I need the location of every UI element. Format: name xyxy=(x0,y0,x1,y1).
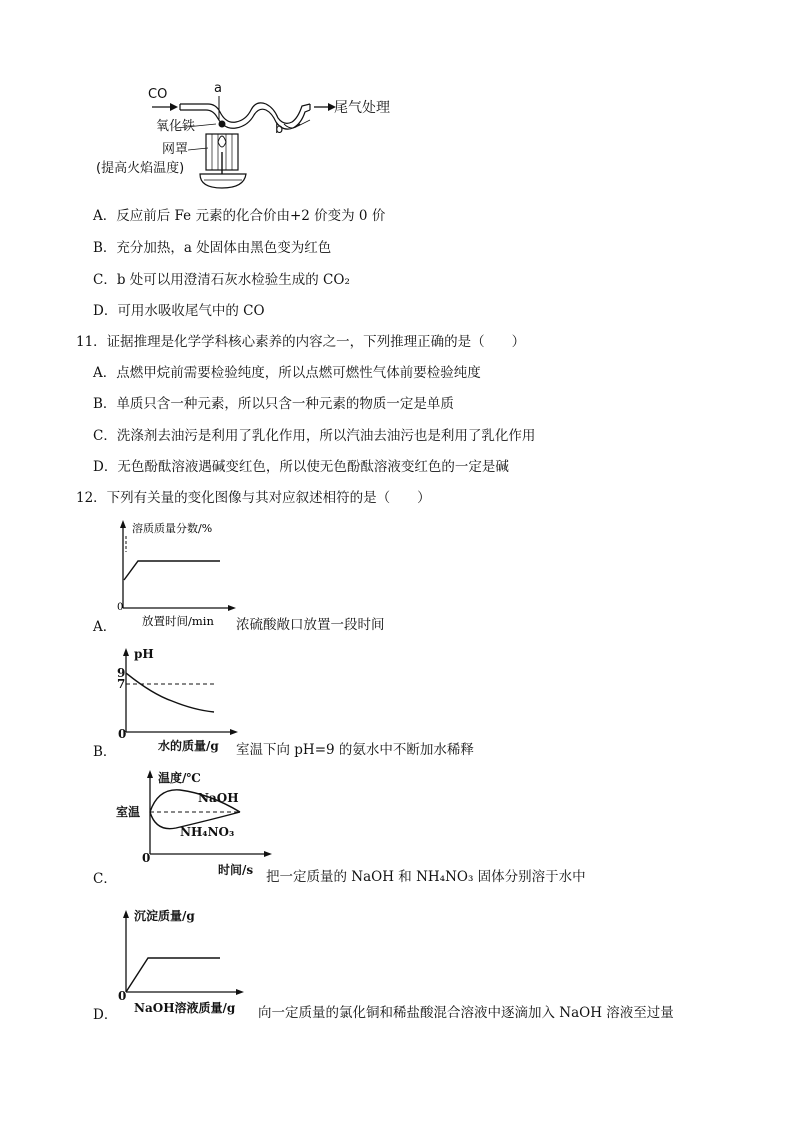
q12-a-text: 浓硫酸敞口放置一段时间 xyxy=(236,617,385,633)
graph-b-tick-7: 7 xyxy=(117,677,126,691)
graph-b-tick-9: 9 xyxy=(117,666,126,680)
graph-c-y-arrow xyxy=(147,770,153,778)
q12-c-text: 把一定质量的 NaOH 和 NH₄NO₃ 固体分别溶于水中 xyxy=(266,869,586,885)
graph-d-ylabel: 沉淀质量/g xyxy=(134,909,195,923)
q10-option-d: D．可用水吸收尾气中的 CO xyxy=(93,303,265,319)
q12-stem: 12．下列有关量的变化图像与其对应叙述相符的是（ ） xyxy=(76,490,431,506)
co-label: CO xyxy=(148,87,168,102)
a-label: a xyxy=(214,81,222,96)
q12-d-letter: D． xyxy=(93,1007,118,1023)
graph-c-nh4no3-label: NH₄NO₃ xyxy=(180,825,235,839)
q11-option-a: A．点燃甲烷前需要检验纯度，所以点燃可燃性气体前要检验纯度 xyxy=(93,365,481,381)
q10-option-a: A．反应前后 Fe 元素的化合价由+2 价变为 0 价 xyxy=(93,208,386,224)
q12-b-letter: B． xyxy=(93,744,117,760)
exhaust-label: 尾气处理 xyxy=(334,100,390,116)
graph-b-x-arrow xyxy=(230,729,238,735)
graph-a-origin: 0 xyxy=(117,602,124,613)
graph-a-xlabel: 放置时间/min xyxy=(142,614,214,628)
gauze-label: 网罩 xyxy=(162,142,189,157)
graph-c-naoh-label: NaOH xyxy=(198,791,239,805)
graph-c-ylabel: 温度/℃ xyxy=(158,771,201,785)
graph-c-x-arrow xyxy=(264,851,272,857)
graph-a-x-arrow xyxy=(228,605,236,611)
graph-b-origin: 0 xyxy=(118,727,127,741)
graph-d-x-arrow xyxy=(236,989,244,995)
graph-b-ylabel: pH xyxy=(134,647,154,661)
graph-a-curve xyxy=(124,561,220,580)
graph-d-curve xyxy=(126,958,220,992)
graph-b-xlabel: 水的质量/g xyxy=(158,739,219,753)
q12-b-text: 室温下向 pH=9 的氨水中不断加水稀释 xyxy=(236,742,474,758)
graph-a xyxy=(114,518,244,634)
q11-option-c: C．洗涤剂去油污是利用了乳化作用，所以汽油去油污也是利用了乳化作用 xyxy=(93,428,536,444)
q11-stem: 11．证据推理是化学学科核心素养的内容之一，下列推理正确的是（ ） xyxy=(76,334,526,350)
graph-b-curve xyxy=(126,673,214,712)
q10-option-b: B．充分加热，a 处固体由黑色变为红色 xyxy=(93,240,332,256)
graph-a-ylabel: 溶质质量分数/% xyxy=(132,522,213,535)
graph-b-y-arrow xyxy=(123,648,129,656)
graph-c-ref-label: 室温 xyxy=(116,805,141,819)
q12-d-text: 向一定质量的氯化铜和稀盐酸混合溶液中逐滴加入 NaOH 溶液至过量 xyxy=(258,1005,674,1021)
iron-oxide-label: 氧化铁 xyxy=(156,119,196,134)
graph-c-xlabel: 时间/s xyxy=(218,863,254,877)
graph-d-xlabel: NaOH溶液质量/g xyxy=(134,1001,236,1015)
graph-c xyxy=(114,766,274,882)
graph-d-y-arrow xyxy=(123,910,129,918)
graph-d xyxy=(114,902,254,1020)
gauze-note: (提高火焰温度) xyxy=(96,161,185,176)
q11-option-d: D．无色酚酞溶液遇碱变红色，所以使无色酚酞溶液变红色的一定是碱 xyxy=(93,459,509,475)
q11-option-b: B．单质只含一种元素，所以只含一种元素的物质一定是单质 xyxy=(93,396,454,412)
b-label: b xyxy=(275,122,284,137)
graph-c-origin: 0 xyxy=(142,851,151,865)
graph-b xyxy=(114,644,246,754)
q12-c-letter: C． xyxy=(93,871,117,887)
q12-a-letter: A． xyxy=(93,619,117,635)
graph-a-y-arrow xyxy=(120,520,126,528)
graph-d-origin: 0 xyxy=(118,989,127,1003)
q10-option-c: C．b 处可以用澄清石灰水检验生成的 CO₂ xyxy=(93,272,350,288)
